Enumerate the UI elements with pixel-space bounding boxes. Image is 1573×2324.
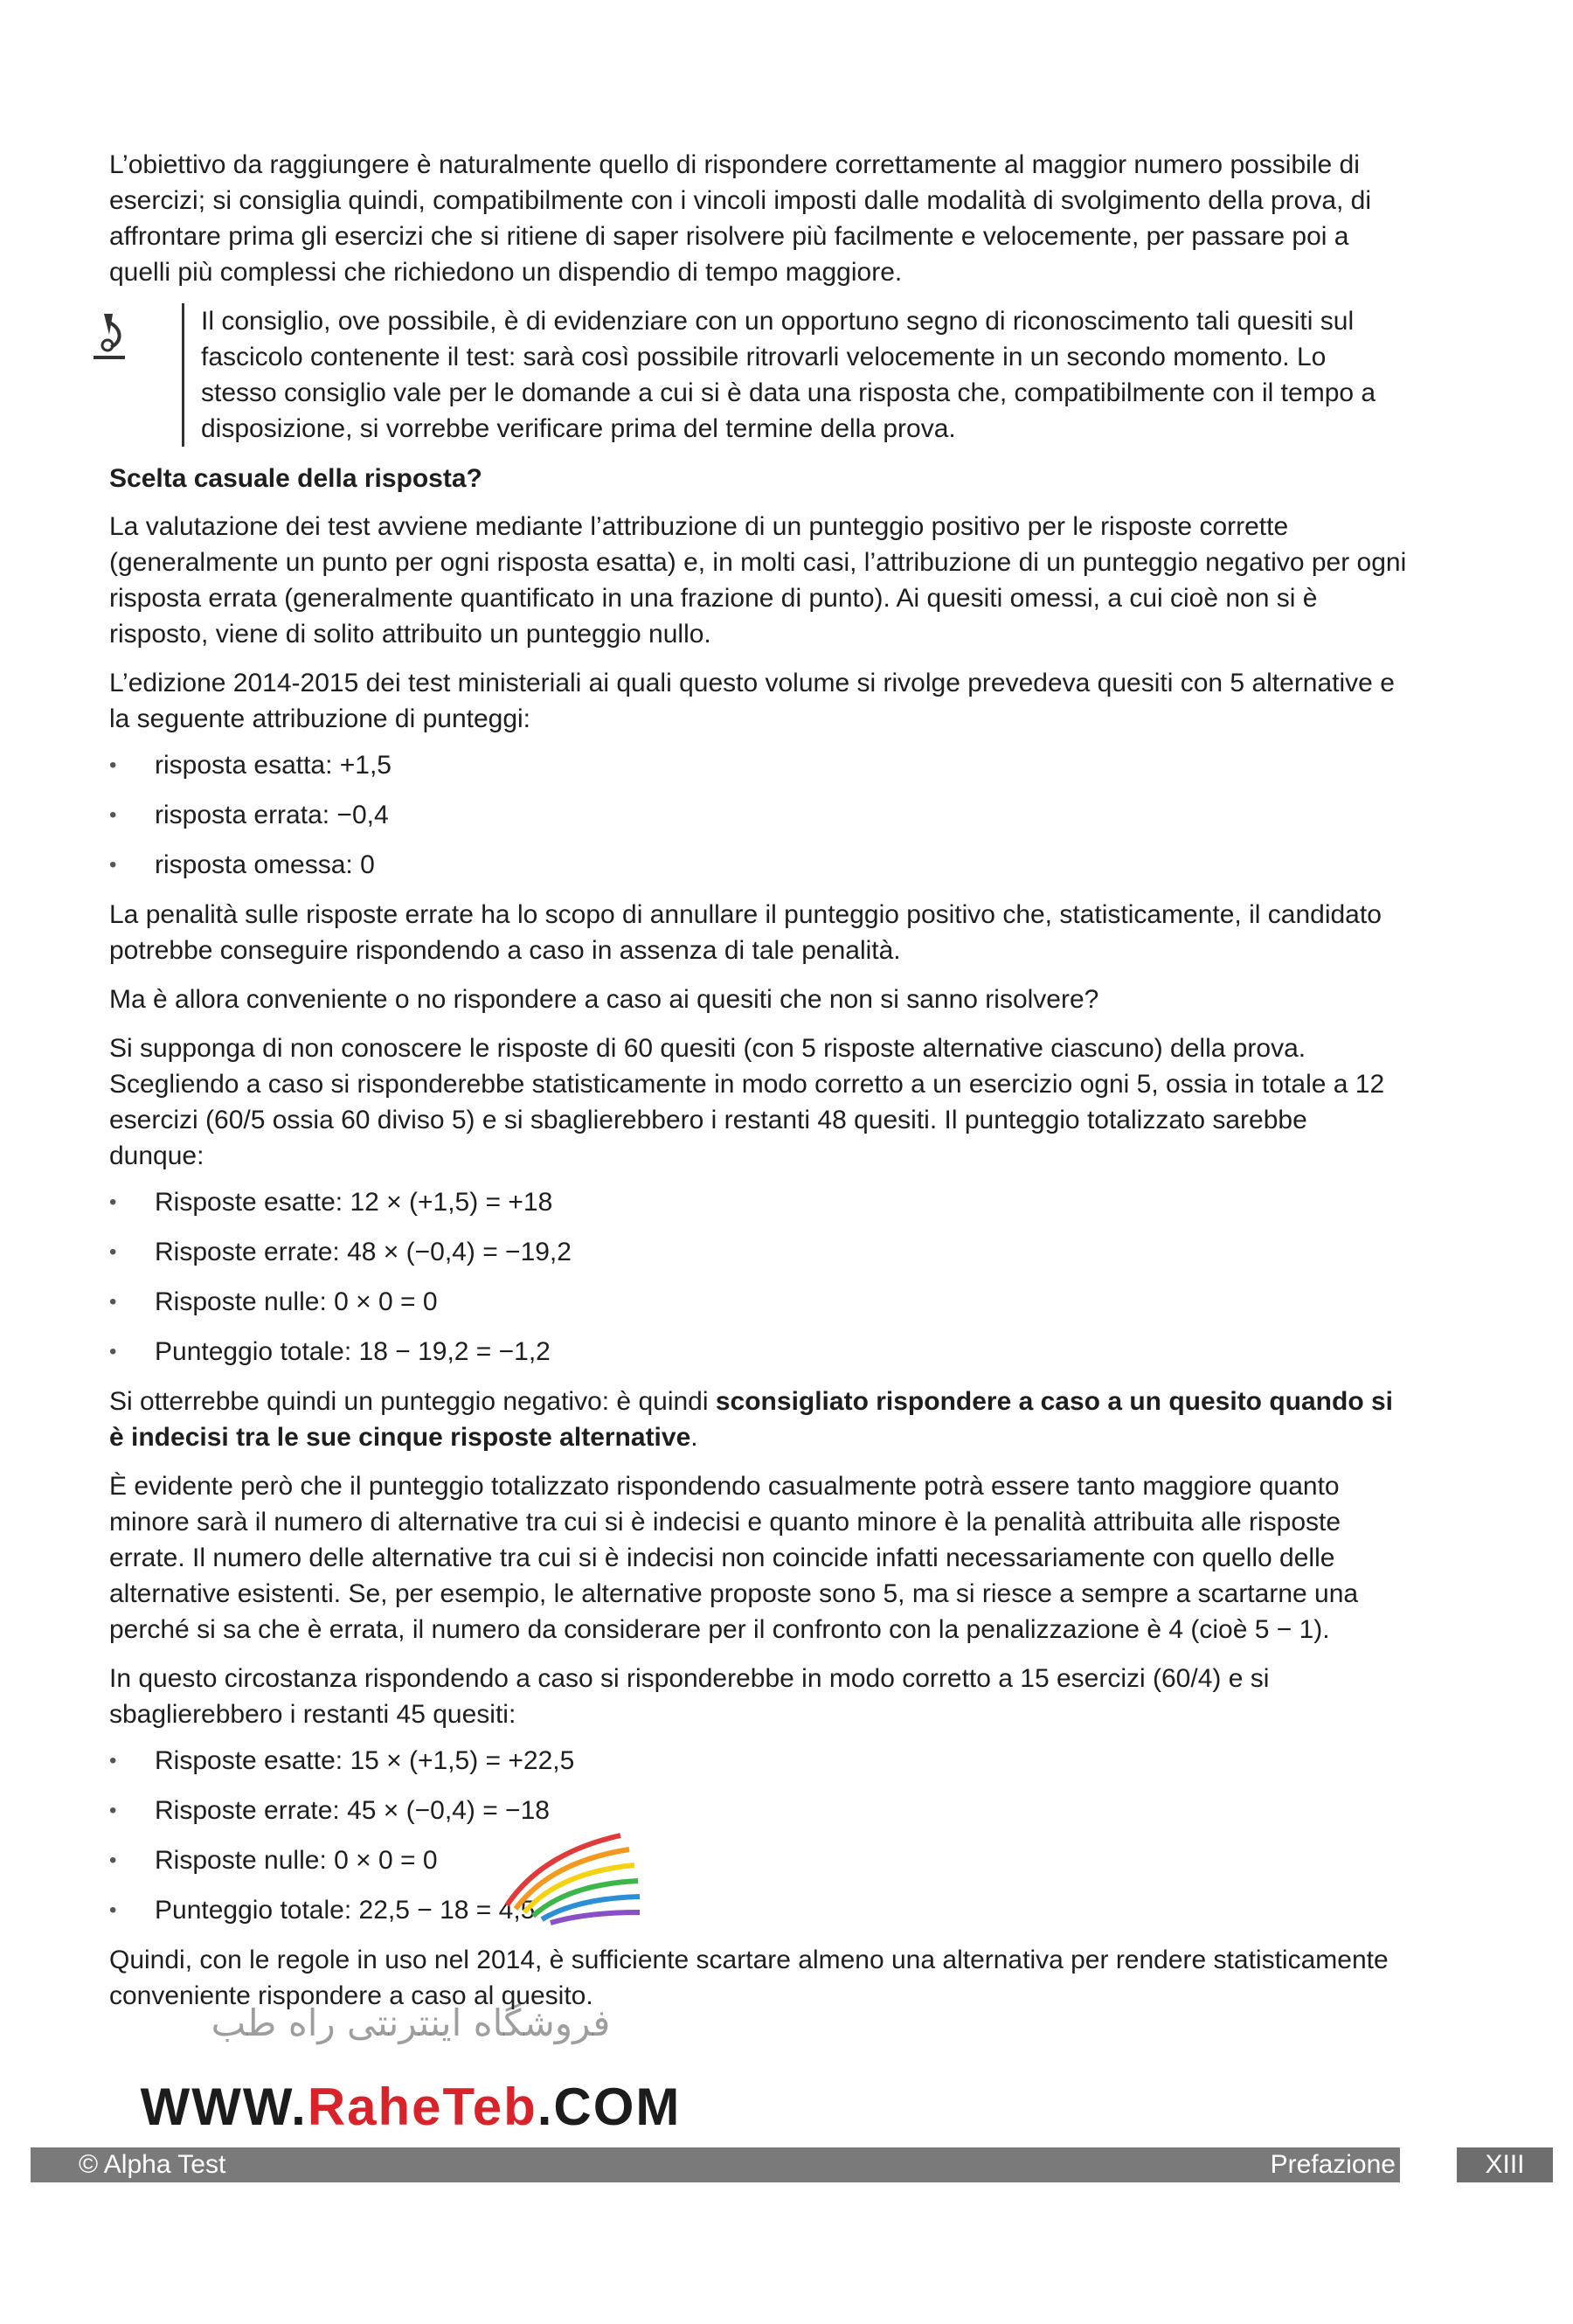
paragraph-esempio: Si supponga di non conoscere le risposte di 60 quesiti (con 5 risposte alternative ciascuno) della prova. Scegliendo a caso si risponderebbe statisticamente in modo corretto a un esercizio ogni 5, ossia in totale a 12 esercizi (60/5 ossia 60 diviso 5) e si sbaglierebbero i restanti 48 quesiti. Il punteggio totalizzato sarebbe dunque:: [109, 1034, 1385, 1170]
tip-box: [109, 303, 1407, 447]
page-content: [109, 147, 1407, 2027]
watermark-url-brand: RaheTeb: [307, 2078, 537, 2136]
list-item: • Risposte nulle: 0 × 0 = 0: [109, 1284, 1407, 1320]
text-run: .: [690, 1423, 698, 1452]
paragraph-domanda: Ma è allora conveniente o no rispondere a caso ai quesiti che non si sanno risolvere?: [109, 985, 1099, 1014]
watermark-url-prefix: WWW.: [140, 2078, 308, 2136]
watermark-url-suffix: .COM: [537, 2078, 682, 2136]
paragraph-conclusione-2: Quindi, con le regole in uso nel 2014, è sufficiente scartare almeno una alternativa per rendere statisticamente conveniente rispondere a caso al quesito.: [109, 1946, 1389, 2010]
list-item: • Risposte errate: 48 × (−0,4) = −19,2: [109, 1234, 1407, 1270]
bold-advice: sconsigliato rispondere a caso a un quesito quando si è indecisi tra le sue cinque risposte alternative: [109, 1387, 1394, 1452]
microscope-icon: [90, 310, 128, 363]
score-list: [109, 747, 1407, 883]
paragraph-valutazione: La valutazione dei test avviene mediante l’attribuzione di un punteggio positivo per le risposte corrette (generalmente un punto per ogni risposta esatta) e, in molti casi, l’attribuzione di un punteggio negativo per ogni risposta errata (generalmente quantificato in una frazione di punto). Ai quesiti omessi, a cui cioè non si è risposto, viene di solito attribuito un punteggio nullo.: [109, 512, 1407, 649]
paragraph-edizione: L’edizione 2014-2015 dei test ministeriali ai quali questo volume si rivolge prevedeva quesiti con 5 alternative e la seguente attribuzione di punteggi:: [109, 669, 1395, 733]
tip-text: Il consiglio, ove possibile, è di evidenziare con un opportuno segno di riconoscimento tali quesiti sul fascicolo contenente il test: sarà così possibile ritrovarli velocemente in un secondo momento. Lo stesso consiglio vale per le domande a cui si è data una risposta che, compatibilmente con il tempo a disposizione, si vorrebbe verificare prima del termine della prova.: [182, 303, 1407, 447]
footer-copyright: © Alpha Test: [79, 2150, 226, 2179]
list-item: • Punteggio totale: 22,5 − 18 = 4,5: [109, 1892, 1407, 1928]
list-item: • risposta omessa: 0: [109, 847, 1407, 883]
watermark-persian-text: فروشگاه اینترنتی راه طب: [211, 2001, 611, 2044]
list-item: • risposta esatta: +1,5: [109, 747, 1407, 783]
paragraph-intro: L’obiettivo da raggiungere è naturalmente quello di rispondere correttamente al maggior numero possibile di esercizi; si consiglia quindi, compatibilmente con i vincoli imposti dalle modalità di svolgimento della prova, di affrontare prima gli esercizi che si ritiene di saper risolvere più facilmente e velocemente, per passare poi a quelli più complessi che richiedono un dispendio di tempo maggiore.: [109, 150, 1372, 287]
footer-section: Prefazione: [1270, 2150, 1396, 2179]
section-heading: Scelta casuale della risposta?: [109, 464, 482, 493]
calc-list-1: [109, 1184, 1407, 1370]
list-item: • Risposte nulle: 0 × 0 = 0: [109, 1842, 1407, 1878]
paragraph-penalita: La penalità sulle risposte errate ha lo scopo di annullare il punteggio positivo che, statisticamente, il candidato potrebbe conseguire rispondendo a caso in assenza di tale penalità.: [109, 900, 1382, 965]
book-logo-icon: [489, 1800, 647, 1932]
watermark-url: [140, 2077, 682, 2137]
paragraph-alternative: È evidente però che il punteggio totalizzato rispondendo casualmente potrà essere tanto maggiore quanto minore sarà il numero di alternative tra cui si è indecisi e quanto minore è la penalità attribuita alle risposte errate. Il numero delle alternative tra cui si è indecisi non coincide infatti necessariamente con quello delle alternative esistenti. Se, per esempio, le alternative proposte sono 5, ma si riesce a sempre a scartarne una perché si sa che è errata, il numero da considerare per il confronto con la penalizzazione è 4 (cioè 5 − 1).: [109, 1472, 1359, 1644]
paragraph-conclusione-1: [109, 1384, 1407, 1455]
list-item: • Risposte errate: 45 × (−0,4) = −18: [109, 1793, 1407, 1828]
page-number: XIII: [1457, 2147, 1553, 2182]
list-item: • Risposte esatte: 12 × (+1,5) = +18: [109, 1184, 1407, 1220]
watermark: [140, 1800, 682, 2185]
list-item: • risposta errata: −0,4: [109, 797, 1407, 833]
paragraph-circostanza: In questo circostanza rispondendo a caso si risponderebbe in modo corretto a 15 esercizi (60/4) e si sbaglierebbero i restanti 45 quesiti:: [109, 1664, 1270, 1729]
text-run: Si otterrebbe quindi un punteggio negativo: è quindi: [109, 1387, 716, 1416]
list-item: • Punteggio totale: 18 − 19,2 = −1,2: [109, 1334, 1407, 1370]
list-item: • Risposte esatte: 15 × (+1,5) = +22,5: [109, 1743, 1407, 1779]
